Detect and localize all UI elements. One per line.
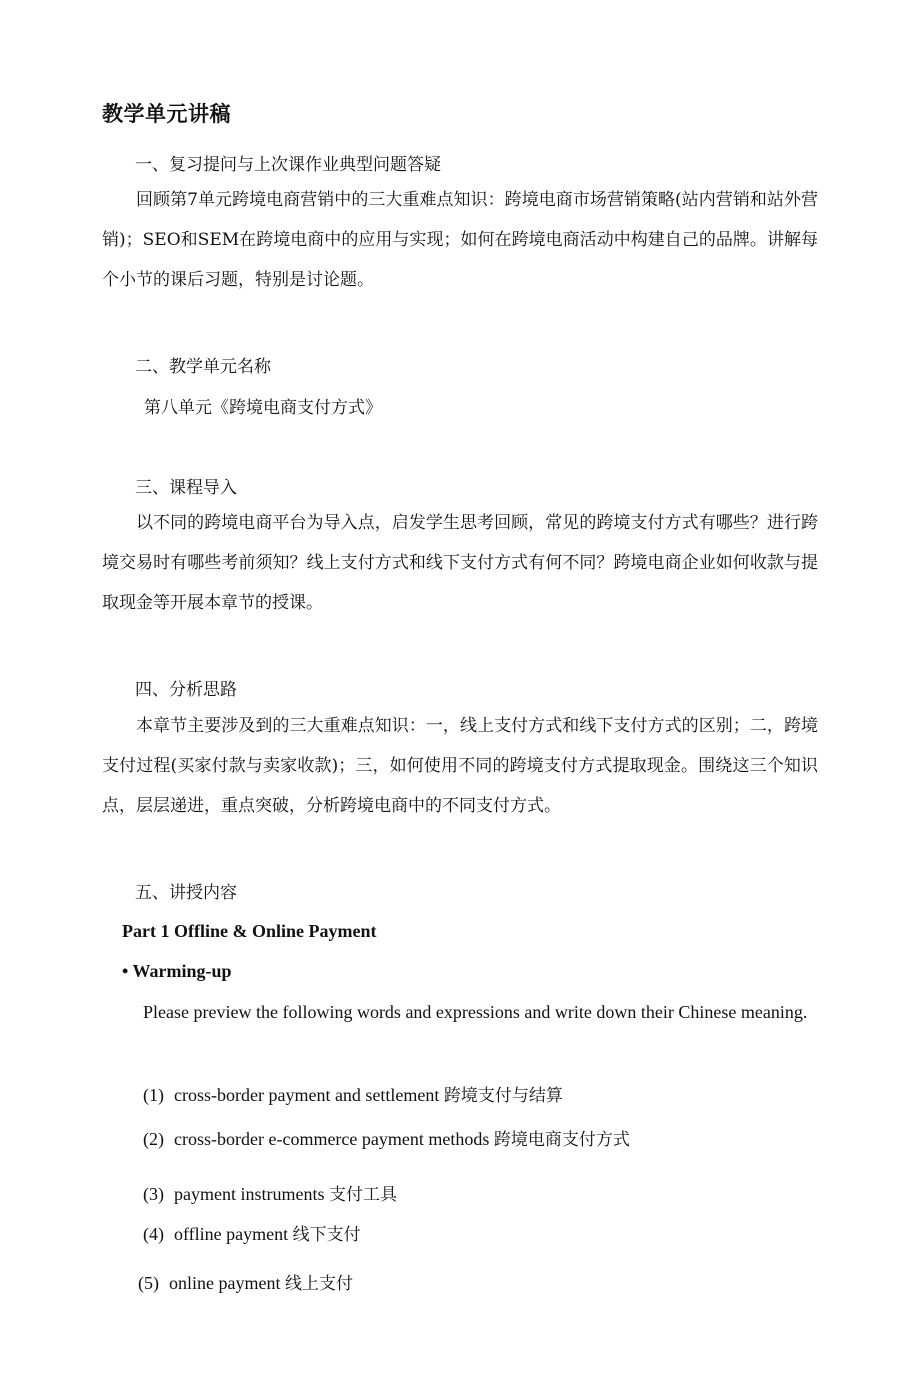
vocab-chinese: 支付工具 — [328, 1185, 397, 1205]
vocab-chinese: 跨境支付与结算 — [443, 1086, 563, 1106]
section-heading-unit-name: 二、教学单元名称 — [135, 357, 271, 377]
vocab-item — [143, 1081, 563, 1106]
warmup-heading: • Warming-up — [122, 961, 232, 981]
unit-name-text: 第八单元《跨境电商支付方式》 — [144, 398, 382, 418]
vocab-chinese: 跨境电商支付方式 — [493, 1130, 630, 1150]
vocab-number: (1) — [143, 1085, 164, 1105]
section-heading-analysis: 四、分析思路 — [135, 680, 237, 700]
section-heading-intro: 三、课程导入 — [135, 478, 237, 498]
section-text-review: 回顾第7单元跨境电商营销中的三大重难点知识：跨境电商市场营销策略(站内营销和站外营销)；SEO和SEM在跨境电商中的应用与实现；如何在跨境电商活动中构建自己的品牌。讲解每个小节的课后习题，特别是讨论题。 — [102, 190, 818, 290]
vocab-number: (5) — [138, 1273, 159, 1293]
vocab-english: cross-border payment and settlement — [174, 1085, 440, 1105]
vocab-number: (4) — [143, 1224, 164, 1244]
vocab-item — [143, 1180, 397, 1205]
part-title: Part 1 Offline & Online Payment — [122, 921, 377, 941]
vocab-english: offline payment — [174, 1224, 289, 1244]
section-text-analysis: 本章节主要涉及到的三大重难点知识：一，线上支付方式和线下支付方式的区别；二，跨境支付过程(买家付款与卖家收款)；三，如何使用不同的跨境支付方式提取现金。围绕这三个知识点，层层递进，重点突破，分析跨境电商中的不同支付方式。 — [102, 716, 818, 816]
vocab-item — [143, 1125, 630, 1150]
vocab-number: (3) — [143, 1184, 164, 1204]
vocab-chinese: 线上支付 — [284, 1274, 353, 1294]
document-title: 教学单元讲稿 — [102, 102, 231, 126]
vocab-chinese: 线下支付 — [292, 1225, 361, 1245]
vocab-item — [143, 1220, 361, 1245]
vocab-english: payment instruments — [174, 1184, 325, 1204]
vocab-number: (2) — [143, 1129, 164, 1149]
section-heading-content: 五、讲授内容 — [135, 883, 237, 903]
vocab-english: online payment — [169, 1273, 281, 1293]
vocab-item — [138, 1269, 353, 1294]
section-text-intro: 以不同的跨境电商平台为导入点，启发学生思考回顾，常见的跨境支付方式有哪些？进行跨境交易时有哪些考前须知？线上支付方式和线下支付方式有何不同？跨境电商企业如何收款与提取现金等开展本章节的授课。 — [102, 513, 818, 613]
section-heading-review: 一、复习提问与上次课作业典型问题答疑 — [135, 155, 441, 175]
warmup-instruction: Please preview the following words and expressions and write down their Chinese meaning. — [143, 1002, 808, 1022]
vocab-english: cross-border e-commerce payment methods — [174, 1129, 490, 1149]
